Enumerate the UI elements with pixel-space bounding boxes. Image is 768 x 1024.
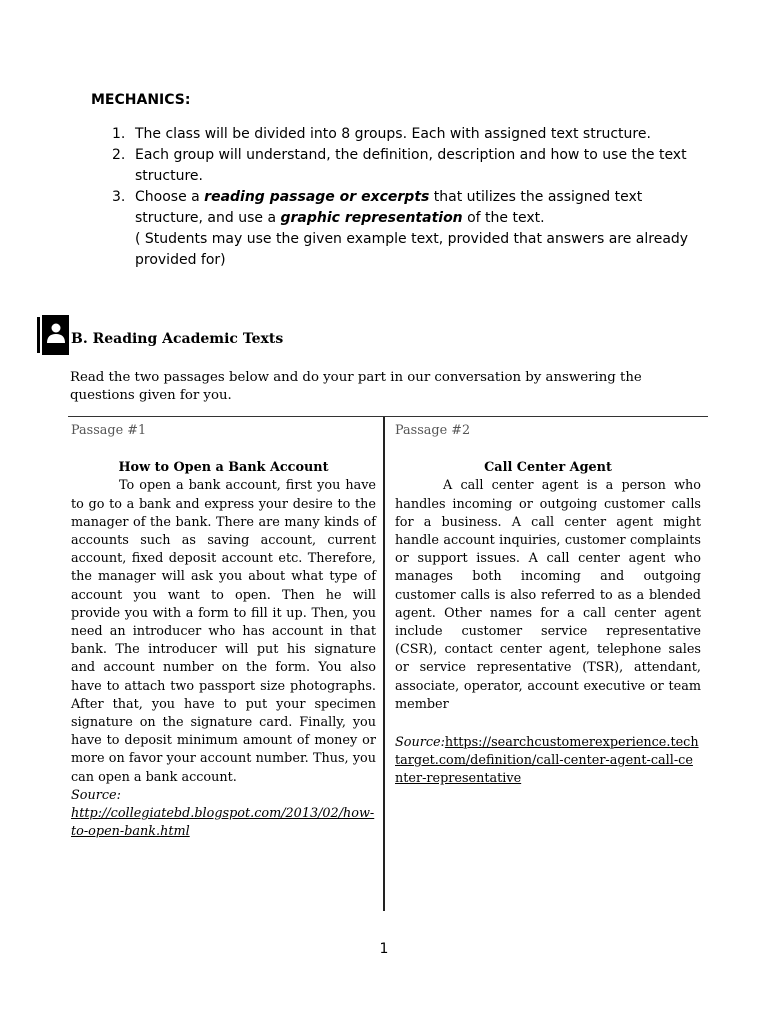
source-label: Source: [395,735,445,751]
mechanics-item [90,145,690,187]
source [395,734,701,789]
passage-1 [71,422,376,841]
source-link[interactable]: https://searchcustomerexperience.techtarget.com/definition/call-center-agent-call-center-representative [395,735,699,787]
passage-label: Passage #1 [71,423,147,438]
instructions: Read the two passages below and do your part in our conversation by answering the questions given for you. [70,370,642,403]
passage-body: To open a bank account, first you have to go to a bank and express your desire to the manager of the bank. There are many kinds of accounts such as saving account, current account, fixed deposit account etc. Therefore, the manager will ask you about what type of account you want to open. Then he will provide you with a form to fill it up. Then, you need an introducer who has account in that bank. The introducer will put his signature and account number on the form. You also have to attach two passport size photographs. After that, you have to put your specimen signature on the signature card. Finally, you have to deposit minimum amount of money or more on favor your account number. Thus, you can open a bank account. [71,478,376,785]
source-label: Source: [71,787,121,803]
passage-title: How to Open a Bank Account [118,460,329,476]
passage-2 [395,422,701,789]
item-text-pre: Choose a [135,189,205,205]
item-emphasis-passage: reading passage or excerpts [204,189,430,205]
item-number: 3. [112,189,126,205]
item-text: The class will be divided into 8 groups. Each with assigned text structure. [135,126,651,142]
passage-title: Call Center Agent [484,460,612,476]
item-text-mid: that utilizes the assigned text structure, and use a [135,189,643,226]
source-link[interactable]: http://collegiatebd.blogspot.com/2013/02/how-to-open-bank.html [71,806,375,840]
item-number: 2. [112,147,126,163]
item-note: ( Students may use the given example text, provided that answers are already provided for) [135,231,689,268]
passage-body: A call center agent is a person who handles incoming or outgoing customer calls for a business. A call center agent might handle account inquiries, customer complaints or support issues. A call center agent who manages both incoming and outgoing customer calls is also referred to as a blended agent. Other names for a call center agent include customer service representative (CSR), contact center agent, telephone sales or service representative (TSR), attendant, associate, operator, account executive or team member [395,478,701,712]
item-number: 1. [112,126,126,142]
section-title: B. Reading Academic Texts [71,331,284,347]
passage-label: Passage #2 [395,423,471,438]
mechanics-item [90,124,690,145]
item-text-post: of the text. [462,210,545,226]
mechanics-item [90,187,690,271]
person-book-icon [37,315,69,355]
mechanics-heading: MECHANICS: [91,92,191,108]
mechanics-list [90,124,690,271]
item-emphasis-graphic: graphic representation [280,210,463,226]
item-text: Each group will understand, the definition, description and how to use the text structure. [135,147,687,184]
column-divider [383,417,385,911]
page-number: 1 [379,941,389,957]
